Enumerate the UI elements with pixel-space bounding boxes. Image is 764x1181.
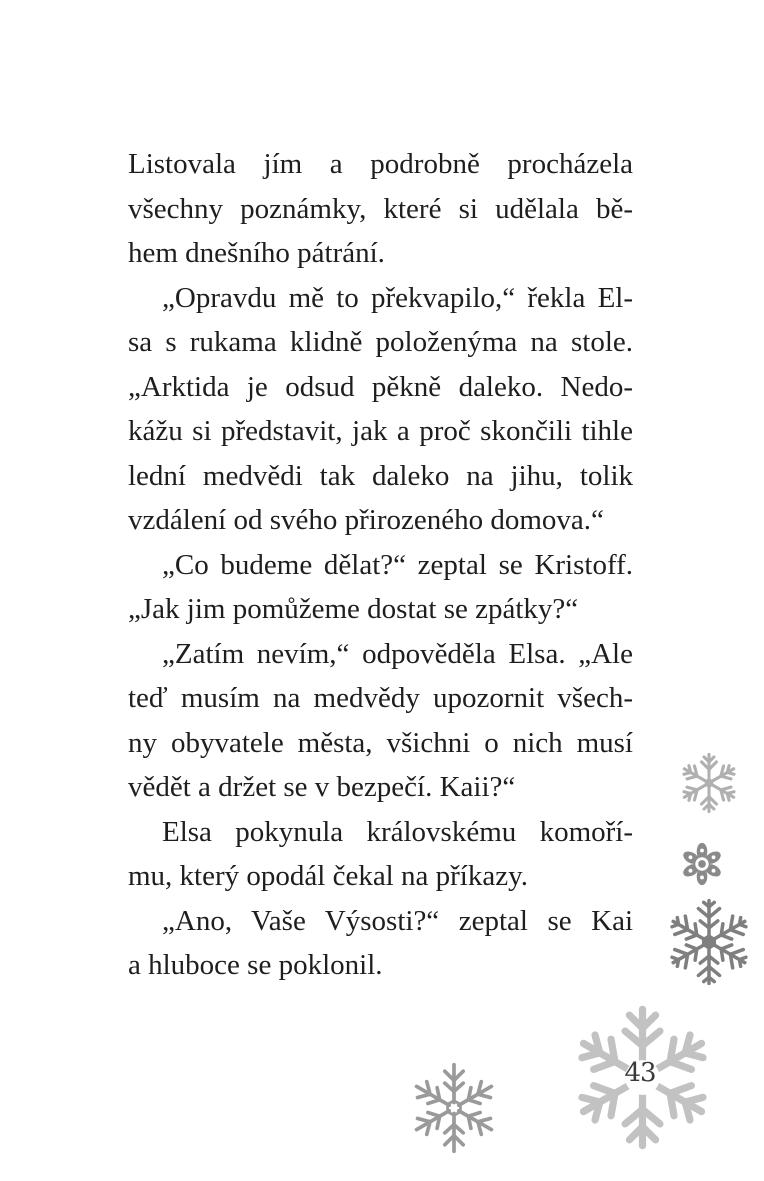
text-line: „Co budeme dělat?“ zeptal se Kristoff.	[162, 548, 633, 581]
text-line: „Zatím nevím,“ odpověděla Elsa. „Ale	[162, 637, 633, 670]
text-line: kážu si představit, jak a proč skončili tihle	[128, 415, 633, 447]
snowflake-icon	[408, 1062, 500, 1154]
text-line: sa s rukama klidně položenýma na stole.	[128, 326, 633, 358]
paragraph-1	[128, 142, 633, 276]
text-line: ny obyvatele města, všichni o nich musí	[128, 726, 633, 759]
text-line: „Opravdu mě to překvapilo,“ řekla El-	[162, 281, 633, 314]
snowflake-icon	[665, 898, 753, 986]
text-line: „Arktida je odsud pěkně daleko. Nedo-	[128, 370, 633, 403]
text-line: vzdálení od svého přirozeného domova.“	[128, 504, 604, 536]
paragraph-2	[128, 276, 633, 543]
text-line: a hluboce se poklonil.	[128, 949, 383, 981]
paragraph-5	[128, 810, 633, 899]
body-text	[128, 142, 633, 988]
paragraph-6	[128, 899, 633, 988]
text-line: lední medvědi tak daleko na jihu, tolik	[128, 459, 633, 492]
text-line: mu, který opodál čekal na příkazy.	[128, 860, 528, 892]
text-line: „Ano, Vaše Výsosti?“ zeptal se Kai	[162, 904, 633, 937]
text-line: všechny poznámky, které si udělala bě-	[128, 192, 633, 225]
text-line: „Jak jim pomůžeme dostat se zpátky?“	[128, 593, 579, 625]
text-line: vědět a držet se v bezpečí. Kaii?“	[128, 771, 516, 803]
paragraph-3	[128, 543, 633, 632]
text-line: teď musím na medvědy upozornit všech-	[128, 682, 633, 714]
text-line: Elsa pokynula královskému komoří-	[162, 815, 633, 848]
snowflake-icon	[678, 840, 726, 888]
text-line: hem dnešního pátrání.	[128, 237, 385, 269]
paragraph-4	[128, 632, 633, 810]
page-number: 43	[624, 1058, 656, 1088]
snowflake-icon	[678, 752, 740, 814]
text-line: Listovala jím a podrobně procházela	[128, 148, 633, 180]
